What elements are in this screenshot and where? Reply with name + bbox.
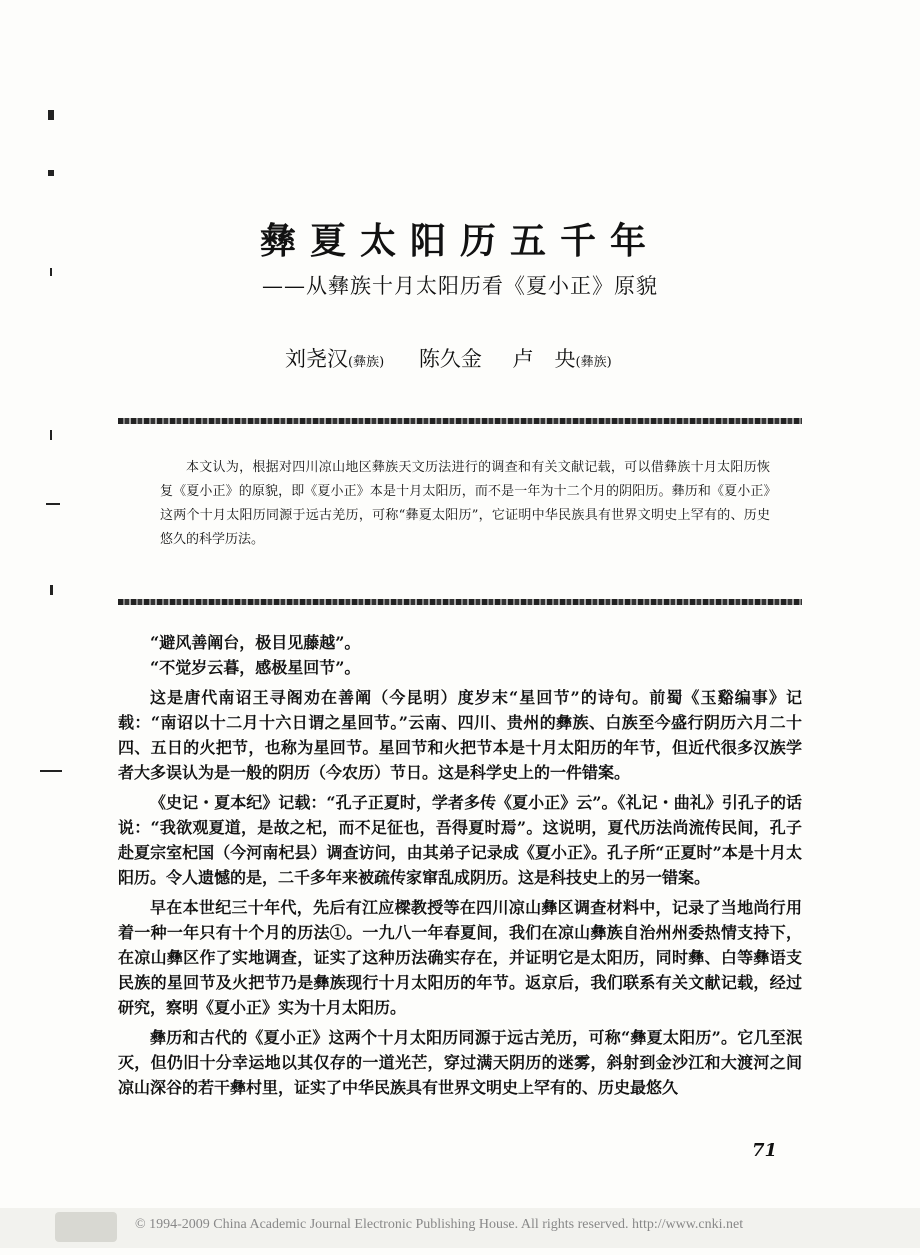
margin-mark — [50, 430, 52, 440]
article-body — [118, 630, 802, 1105]
margin-mark — [46, 503, 60, 505]
paragraph: 《史记・夏本纪》记载：“孔子正夏时，学者多传《夏小正》云”。《礼记・曲礼》引孔子的话说：“我欲观夏道，是故之杞，而不足征也，吾得夏时焉”。这说明，夏代历法尚流传民间，孔子赴夏宗室杞国（今河南杞县）调查访问，由其弟子记录成《夏小正》。孔子所“正夏时”本是十月太阳历。令人遗憾的是，二千多年来被疏传家窜乱成阴历。这是科技史上的另一错案。 — [118, 793, 802, 887]
paragraph: 早在本世纪三十年代，先后有江应樑教授等在四川凉山彝区调查材料中，记录了当地尚行用着一种一年只有十个月的历法①。一九八一年春夏间，我们在凉山彝族自治州州委热情支持下，在凉山彝区作了实地调查，证实了这种历法确实存在，并证明它是太阳历，同时彝、白等彝语支民族的星回节及火把节乃是彝族现行十月太阳历的年节。返京后，我们联系有关文献记载，经过研究，察明《夏小正》实为十月太阳历。 — [118, 898, 802, 1017]
paragraph: 这是唐代南诏王寻阁劝在善阐（今昆明）度岁末“星回节”的诗句。前蜀《玉谿编事》记载：“南诏以十二月十六日谓之星回节。”云南、四川、贵州的彝族、白族至今盛行阴历六月二十四、五日的火把节，也称为星回节。星回节和火把节本是十月太阳历的年节，但近代很多汉族学者大多误认为是一般的阴历（今农历）节日。这是科学史上的一件错案。 — [118, 688, 802, 782]
author-name: 卢 央 — [512, 347, 576, 371]
margin-mark — [48, 110, 54, 120]
paragraph: 彝历和古代的《夏小正》这两个十月太阳历同源于远古羌历，可称“彝夏太阳历”。它几至泯灭，但仍旧十分幸运地以其仅存的一道光芒，穿过满天阴历的迷雾，斜射到金沙江和大渡河之间凉山深谷的若干彝村里，证实了中华民族具有世界文明史上罕有的、历史最悠久 — [118, 1028, 802, 1097]
article-subtitle: ——从彝族十月太阳历看《夏小正》原貌 — [262, 274, 658, 298]
author-name: 刘尧汉 — [285, 347, 348, 371]
poem-line: “避风善阐台，极目见藤越”。 — [150, 633, 361, 652]
author-line — [285, 343, 640, 373]
page-number: 71 — [752, 1140, 778, 1161]
margin-mark — [48, 170, 54, 176]
margin-mark — [40, 770, 62, 772]
margin-mark — [50, 585, 53, 595]
article-title: 彝夏太阳历五千年 — [259, 221, 660, 262]
cnki-logo-icon — [55, 1212, 117, 1242]
author-note: (彝族) — [348, 355, 385, 370]
poem-line: “不觉岁云暮，感极星回节”。 — [150, 658, 361, 677]
author-note: (彝族) — [575, 355, 612, 370]
ornamental-rule-top — [118, 418, 802, 424]
ornamental-rule-bottom — [118, 599, 802, 605]
footer — [0, 1208, 920, 1248]
author-name: 陈久金 — [418, 347, 482, 371]
copyright-text: © 1994-2009 China Academic Journal Electronic Publishing House. All rights reserved. http://www.cnki.net — [135, 1217, 744, 1232]
abstract: 本文认为，根据对四川凉山地区彝族天文历法进行的调查和有关文献记载，可以借彝族十月太阳历恢复《夏小正》的原貌，即《夏小正》本是十月太阳历，而不是一年为十二个月的阴阳历。彝历和《夏小正》这两个十月太阳历同源于远古羌历，可称“彝夏太阳历”，它证明中华民族具有世界文明史上罕有的、历史悠久的科学历法。 — [160, 460, 770, 547]
